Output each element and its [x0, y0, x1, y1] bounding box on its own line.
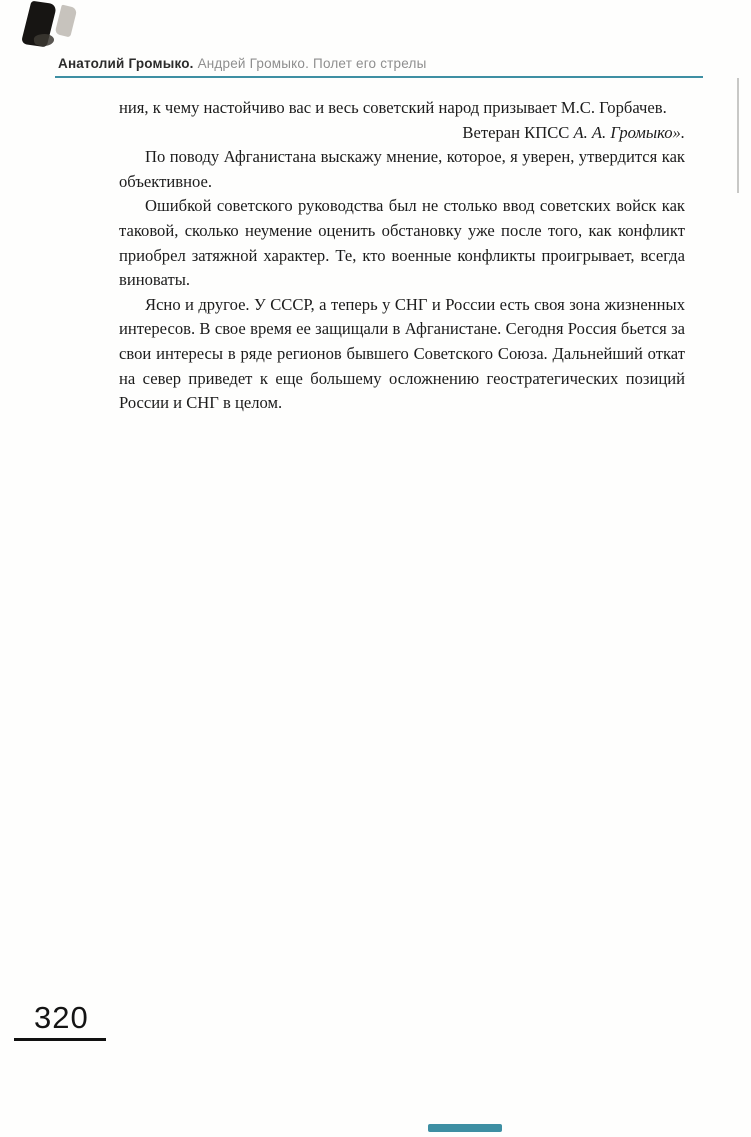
paragraph: Ошибкой советского руководства был не столько ввод советских войск как таковой, сколько неумение оценить обстановку уже после того, как конфликт приобрел затяжной характер. Те, кто военные конфликты проигрывает, всегда виноваты. — [119, 196, 685, 290]
header-book-title: Андрей Громыко. Полет его стрелы — [193, 56, 427, 71]
signature-name: А. А. Громыко». — [573, 122, 685, 142]
scan-artifact — [55, 5, 78, 38]
page-edge-line — [737, 78, 739, 193]
paragraph: По поводу Афганистана выскажу мнение, которое, я уверен, утвердится как объективное. — [119, 147, 685, 191]
scan-artifact — [33, 33, 54, 47]
bottom-scan-mark — [428, 1124, 502, 1132]
signature-plain: Ветеран КПСС — [462, 122, 574, 142]
page-body — [119, 96, 685, 416]
running-header — [58, 56, 708, 71]
paragraph: Ясно и другое. У СССР, а теперь у СНГ и России есть своя зона жизненных интересов. В свое время ее защищали в Афганистане. Сегодня Россия бьется за свои интересы в ряде регионов бывшего Советского Союза. Дальнейший откат на север приведет к еще большему осложнению геостратегических позиций России и СНГ в целом. — [119, 294, 685, 413]
page-number-rule — [14, 1038, 106, 1041]
page-number: 320 — [34, 1000, 89, 1035]
header-rule — [55, 76, 703, 78]
header-author: Анатолий Громыко. — [58, 56, 194, 71]
paragraph-continuation: ния, к чему настойчиво вас и весь советский народ призывает М.С. Горбачев. — [119, 98, 667, 117]
signature-line — [119, 121, 685, 146]
